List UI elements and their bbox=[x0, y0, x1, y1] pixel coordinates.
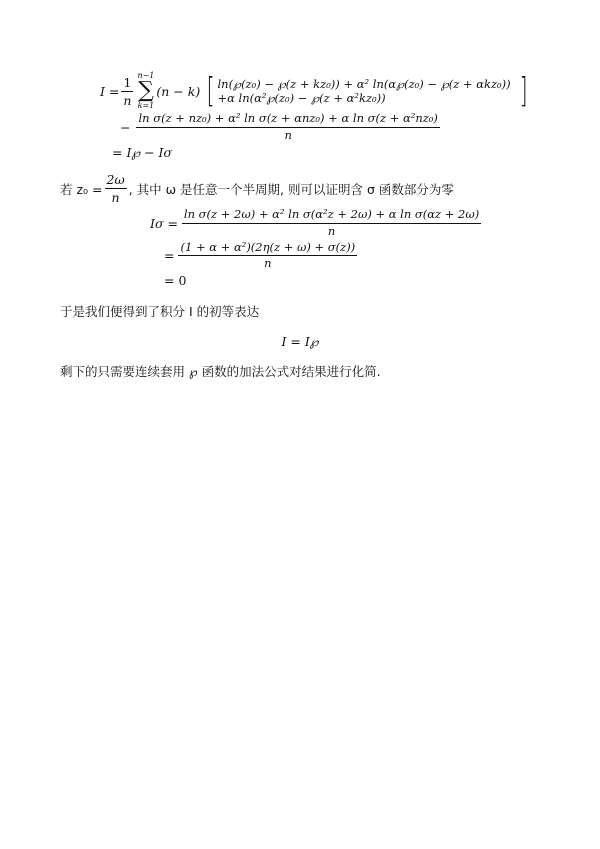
equation-result bbox=[0, 334, 600, 349]
paragraph-addition-formula bbox=[60, 362, 381, 380]
eq1-line2-sign: − bbox=[120, 119, 131, 135]
para1-frac-den: n bbox=[111, 190, 120, 205]
equation-sigma-part bbox=[150, 208, 483, 288]
eq1-bracket-content bbox=[217, 77, 510, 106]
eq1-bracket-line2: +α ln(α²℘(z₀) − ℘(z + α²kz₀)) bbox=[217, 91, 386, 105]
eq1-line3 bbox=[112, 145, 530, 160]
equation-integral-decomposition bbox=[100, 72, 530, 160]
eq1-coef-den: n bbox=[123, 92, 132, 108]
eq2-line2 bbox=[164, 241, 483, 272]
eq2-fraction1 bbox=[182, 208, 481, 239]
eq1-line2-den: n bbox=[284, 127, 292, 142]
eq2-fraction2 bbox=[178, 241, 357, 272]
para1-fraction bbox=[105, 172, 127, 205]
para1-suffix: , 其中 ω 是任意一个半周期, 则可以证明含 σ 函数部分为零 bbox=[128, 181, 454, 197]
eq2-num1: ln σ(z + 2ω) + α² ln σ(α²z + 2ω) + α ln σ(αz + 2ω) bbox=[182, 208, 481, 224]
eq1-coefficient bbox=[121, 75, 133, 108]
eq1-line3-text: = I℘ − Iσ bbox=[112, 144, 172, 160]
eq2-den2: n bbox=[264, 256, 272, 271]
para3-text: 剩下的只需要连续套用 ℘ 函数的加法公式对结果进行化简. bbox=[60, 364, 381, 379]
eq2-line1 bbox=[150, 208, 483, 239]
eq2-line3-text: = 0 bbox=[164, 273, 187, 289]
eq1-sum-upper: n−1 bbox=[137, 71, 155, 80]
eq1-line2-fraction bbox=[136, 112, 439, 143]
eq1-sum bbox=[137, 72, 154, 110]
eq2-den1: n bbox=[327, 223, 336, 238]
right-bracket: ] bbox=[519, 71, 528, 111]
sum-symbol: ∑ bbox=[138, 78, 154, 103]
eq1-sum-lower: k=1 bbox=[137, 101, 155, 110]
eq3-text: I = I℘ bbox=[281, 334, 319, 349]
para2-text: 于是我们便得到了积分 I 的初等表达 bbox=[60, 304, 260, 319]
eq1-line1 bbox=[100, 72, 530, 110]
eq1-line2-num: ln σ(z + nz₀) + α² ln σ(z + αnz₀) + α ln σ(z + α²nz₀) bbox=[136, 112, 439, 128]
paragraph-half-period bbox=[60, 172, 454, 205]
para1-prefix: 若 z₀ = bbox=[60, 181, 103, 197]
eq2-line3 bbox=[164, 273, 483, 288]
eq2-eq-sign: = bbox=[164, 248, 175, 264]
eq1-bracket-line1: ln(℘(z₀) − ℘(z + kz₀)) + α² ln(α℘(z₀) − ℘(z + αkz₀)) bbox=[217, 76, 511, 91]
eq1-line2 bbox=[120, 112, 530, 143]
paragraph-elementary-expression bbox=[60, 302, 259, 320]
eq1-summand: (n − k) bbox=[156, 83, 201, 99]
para1-frac-num: 2ω bbox=[106, 172, 125, 187]
eq1-coef-num: 1 bbox=[123, 74, 132, 90]
left-bracket: [ bbox=[206, 71, 215, 111]
eq2-num2: (1 + α + α²)(2η(z + ω) + σ(z)) bbox=[178, 241, 357, 257]
eq1-lhs: I = bbox=[100, 83, 120, 99]
eq2-lhs: Iσ = bbox=[150, 215, 178, 231]
